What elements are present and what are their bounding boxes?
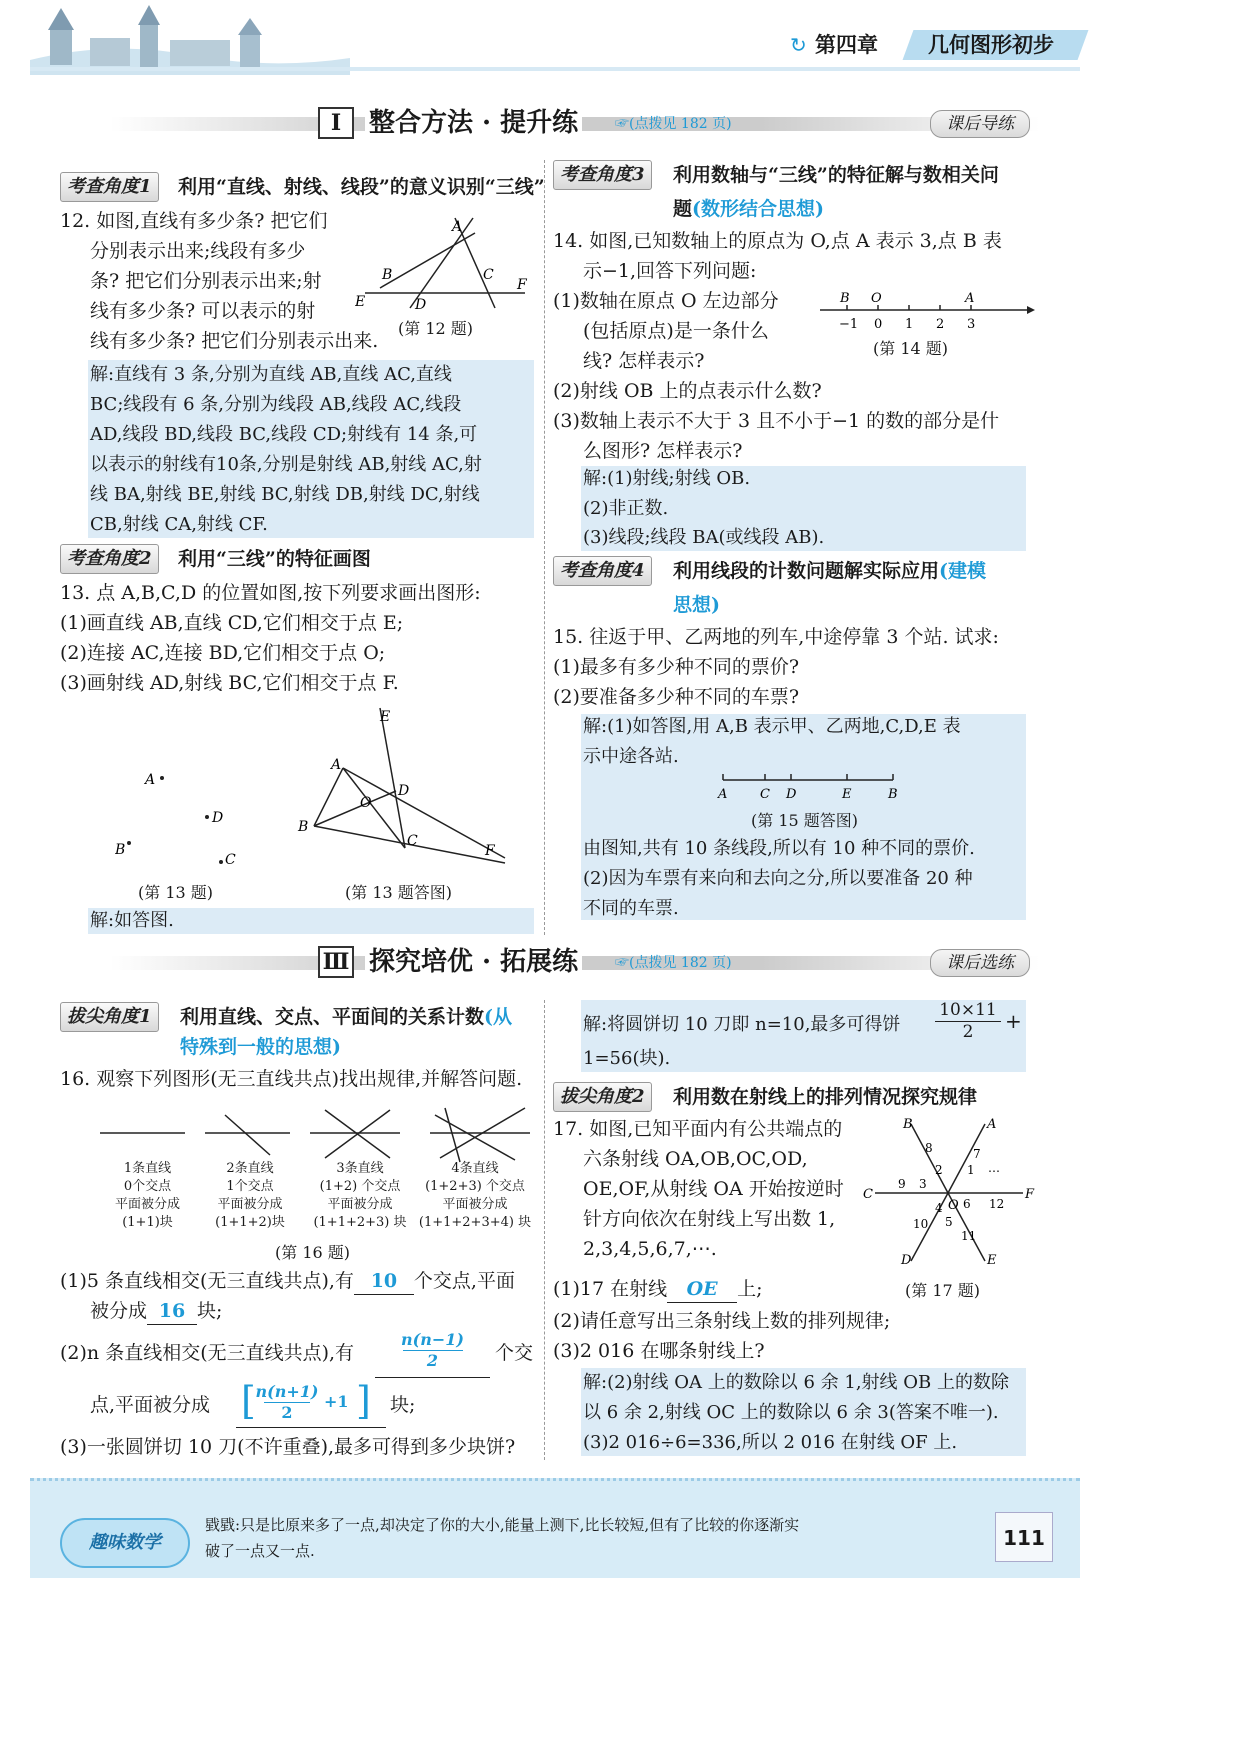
- svg-text:10: 10: [913, 1217, 929, 1231]
- svg-text:D: D: [398, 783, 410, 799]
- svg-text:F: F: [485, 843, 495, 859]
- svg-text:B: B: [382, 267, 393, 283]
- svg-text:F: F: [1025, 1187, 1035, 1202]
- q14-solution-3: (3)线段;线段 BA(或线段 AB).: [583, 527, 825, 548]
- svg-text:B: B: [903, 1117, 913, 1132]
- fun-math-badge-label: 趣味数学: [89, 1532, 161, 1553]
- figure-16-label: 平面被分成: [442, 1197, 508, 1212]
- exam-angle-4-text: [673, 558, 986, 584]
- exam-angle-tag-1: 考查角度1: [60, 172, 159, 202]
- q17-solution-3: (3)2 016÷6=336,所以 2 016 在射线 OF 上.: [583, 1432, 958, 1453]
- q16-p2-answer-2: [ n(n+1) 2 +1 ]: [236, 1378, 386, 1428]
- q15-line-3: (2)要准备多少种不同的车票?: [553, 686, 800, 708]
- svg-text:A: A: [452, 219, 463, 235]
- section-bar-1: [110, 105, 1040, 143]
- q12-solution-5: 线 BA,射线 BE,射线 BC,射线 DB,射线 DC,射线: [90, 484, 480, 505]
- svg-text:6: 6: [963, 1197, 971, 1211]
- exam-angle-3-text-2: [673, 196, 824, 222]
- q14-line-1: 14. 如图,已知数轴上的原点为 O,点 A 表示 3,点 B 表: [553, 230, 1002, 252]
- q15-line-1: 15. 往返于甲、乙两地的列车,中途停靠 3 个站. 试求:: [553, 626, 999, 648]
- svg-text:C: C: [483, 267, 494, 283]
- footer-quote-1: 戥戥:只是比原来多了一点,却决定了你的大小,能量上测下,比长较短,但有了比较的你逐渐实: [205, 1516, 800, 1534]
- q13-caption: (第 13 题): [138, 883, 214, 902]
- q17-solution-2: 以 6 余 2,射线 OC 上的数除以 6 余 3(答案不唯一).: [583, 1402, 999, 1423]
- figure-16-label: 2条直线: [226, 1161, 274, 1176]
- svg-text:E: E: [987, 1253, 997, 1266]
- figure-16-label: 1条直线: [123, 1161, 172, 1176]
- number-line-label: 2: [936, 317, 945, 332]
- figure-16-label: (1+1+2+3) 块: [313, 1215, 407, 1230]
- section-side-label: 课后选练: [930, 949, 1030, 977]
- exam-angle-3-cont: 题: [673, 198, 693, 220]
- q14-line-5: 线? 怎样表示?: [583, 350, 705, 372]
- svg-text:9: 9: [898, 1177, 906, 1191]
- figure-16-label-group: [90, 1160, 205, 1232]
- figure-16-label: 平面被分成: [327, 1197, 393, 1212]
- svg-text:3: 3: [919, 1177, 927, 1191]
- q12-solution-1: 解:直线有 3 条,分别为直线 AB,直线 AC,直线: [90, 364, 452, 385]
- fraction-plus: +: [1005, 1009, 1022, 1033]
- fun-math-badge: [60, 1518, 190, 1568]
- footer: [30, 1478, 1080, 1598]
- figure-16-label: (1+2) 个交点: [319, 1179, 401, 1194]
- q16-p2-answer-1: n(n−1) 2: [375, 1330, 490, 1378]
- q12-solution-6: CB,射线 CA,射线 CF.: [90, 514, 268, 535]
- q14-caption: (第 14 题): [873, 339, 949, 358]
- q12-line-3: 条? 把它们分别表示出来;射: [90, 270, 322, 292]
- castle-illustration: [30, 0, 350, 75]
- svg-text:B: B: [840, 291, 850, 306]
- q14-line-2: 示−1,回答下列问题:: [583, 260, 757, 282]
- exam-angle-1-text: 利用“直线、射线、线段”的意义识别“三线”: [178, 176, 545, 198]
- q14-solution-2: (2)非正数.: [583, 498, 669, 519]
- top-angle-1-topic: 利用直线、交点、平面间的关系计数: [180, 1006, 485, 1028]
- svg-text:A: A: [987, 1117, 997, 1132]
- svg-text:…: …: [988, 1161, 1000, 1175]
- svg-text:8: 8: [925, 1141, 933, 1155]
- svg-text:E: E: [355, 294, 366, 310]
- q12-line-1: 12. 如图,直线有多少条? 把它们: [60, 210, 328, 232]
- number-line-label: 3: [967, 317, 976, 332]
- exam-angle-tag-2: 考查角度2: [60, 544, 159, 574]
- figure-12: [355, 213, 530, 323]
- footer-quote-2: 破了一点又一点.: [205, 1542, 315, 1560]
- exam-angle-4-topic: 利用线段的计数问题解实际应用: [673, 560, 940, 582]
- q16-p2-text-b: 个交: [495, 1342, 534, 1364]
- q12-solution-3: AD,线段 BD,线段 BC,线段 CD;射线有 14 条,可: [90, 424, 478, 445]
- top-angle-1-method-2: 特殊到一般的思想): [180, 1036, 341, 1058]
- svg-text:C: C: [225, 852, 236, 868]
- q13-solution: 解:如答图.: [90, 910, 174, 931]
- q13-line-1: 13. 点 A,B,C,D 的位置如图,按下列要求画出图形:: [60, 582, 481, 604]
- q16-p1-answer-1-value: 10: [370, 1270, 398, 1292]
- q16-caption: (第 16 题): [275, 1243, 351, 1262]
- top-angle-2-text: 利用数在射线上的排列情况探究规律: [673, 1086, 978, 1108]
- q13-answer-caption: (第 13 题答图): [345, 883, 453, 902]
- svg-text:D: D: [901, 1253, 912, 1266]
- svg-text:B: B: [888, 787, 898, 802]
- right-column-3: [553, 1000, 1033, 1460]
- figure-16-label: 平面被分成: [217, 1197, 283, 1212]
- figure-14-number-line: [815, 288, 1035, 333]
- svg-text:C: C: [407, 833, 418, 849]
- q16-part-2: (2)n 条直线相交(无三直线共点),有: [60, 1342, 355, 1364]
- figure-16-label: (1+1+2)块: [215, 1215, 285, 1230]
- q14-line-6: (2)射线 OB 上的点表示什么数?: [553, 380, 822, 402]
- q13-line-3: (2)连接 AC,连接 BD,它们相交于点 O;: [60, 642, 386, 664]
- q17-line-4: 针方向依次在射线上写出数 1,: [583, 1208, 836, 1230]
- q15-solution-4: (2)因为车票有来向和去向之分,所以要准备 20 种: [583, 868, 973, 889]
- svg-text:D: D: [212, 810, 224, 826]
- svg-text:D: D: [415, 297, 427, 313]
- section-number: Ⅰ: [318, 107, 354, 139]
- q17-line-2: 六条射线 OA,OB,OC,OD,: [583, 1148, 808, 1170]
- figure-16-label: 0个交点: [123, 1179, 172, 1194]
- top-angle-tag-2: 拔尖角度2: [553, 1082, 652, 1112]
- section-bar-3: [110, 944, 1040, 982]
- exam-angle-3-text: 利用数轴与“三线”的特征解与数相关问: [673, 164, 999, 186]
- svg-text:5: 5: [945, 1215, 953, 1229]
- q17-part-3: (3)2 016 在哪条射线上?: [553, 1340, 765, 1362]
- svg-text:O: O: [871, 291, 882, 306]
- exam-angle-4-method-2: 思想): [673, 594, 720, 616]
- figure-15-segment: [713, 770, 903, 810]
- svg-text:4: 4: [935, 1201, 943, 1215]
- q15-caption: (第 15 题答图): [751, 811, 859, 830]
- q13-line-2: (1)画直线 AB,直线 CD,它们相交于点 E;: [60, 612, 404, 634]
- svg-text:7: 7: [973, 1147, 981, 1161]
- section-number: Ⅲ: [318, 946, 354, 978]
- figure-13-answer: [295, 703, 525, 878]
- q16-p1-answer-2-value: 16: [158, 1300, 186, 1322]
- q17-p1-answer: [667, 1276, 737, 1303]
- q17-p1-text-b: 上;: [737, 1278, 763, 1300]
- q12-caption: (第 12 题): [398, 319, 474, 338]
- svg-text:11: 11: [961, 1229, 977, 1243]
- fraction-numerator: 10×11: [939, 1000, 997, 1020]
- svg-text:A: A: [145, 772, 156, 788]
- q17-p1-answer-value: OE: [686, 1278, 718, 1300]
- q14-line-4: (包括原点)是一条什么: [583, 320, 769, 342]
- q14-line-7: (3)数轴上表示不大于 3 且不小于−1 的数的部分是什: [553, 410, 1000, 432]
- left-column-3: [60, 1000, 540, 1460]
- svg-text:A: A: [718, 787, 728, 802]
- q17-solution-1: 解:(2)射线 OA 上的数除以 6 余 1,射线 OB 上的数除: [583, 1372, 1009, 1393]
- svg-text:2: 2: [935, 1163, 943, 1177]
- figure-16: [100, 1100, 555, 1165]
- figure-16-labels: [90, 1160, 550, 1240]
- q16-p2-text-c: 点,平面被分成: [90, 1394, 211, 1416]
- q16-part-1: [60, 1268, 515, 1295]
- q15-solution-2: 示中途各站.: [583, 746, 679, 767]
- chapter-number: 第四章: [815, 33, 878, 57]
- q16-part-1-cont: [90, 1298, 222, 1325]
- q12-solution-4: 以表示的射线有10条,分别是射线 AB,射线 AC,射: [90, 454, 482, 475]
- svg-text:1: 1: [967, 1163, 975, 1177]
- section-ref: ☞(点拨见 182 页): [615, 955, 732, 971]
- q16-p1-text-c: 被分成: [90, 1300, 148, 1322]
- q12-line-2: 分别表示出来;线段有多少: [90, 240, 306, 262]
- q12-line-5: 线有多少条? 把它们分别表示出来.: [90, 330, 379, 352]
- chapter-badge: ↻ 第四章 几何图形初步: [790, 28, 1080, 62]
- exam-angle-4-method: (建模: [939, 560, 987, 582]
- right-column-1: [553, 158, 1033, 933]
- header: [30, 0, 1080, 80]
- figure-17: [863, 1116, 1043, 1266]
- q15-solution-5: 不同的车票.: [583, 898, 679, 919]
- svg-text:B: B: [115, 842, 126, 858]
- q16-p2-text-d: 块;: [390, 1394, 416, 1416]
- q16-p1-answer-1: [354, 1268, 414, 1295]
- q12-line-4: 线有多少条? 可以表示的射: [90, 300, 316, 322]
- q16-solution-fraction: [933, 1000, 1023, 1044]
- fraction-denominator: 2: [962, 1022, 974, 1042]
- left-column-1: [60, 168, 545, 938]
- svg-text:C: C: [863, 1187, 873, 1202]
- figure-16-label: (1+2+3) 个交点: [425, 1179, 525, 1194]
- section-side-label: 课后导练: [930, 110, 1030, 138]
- q15-solution-3: 由图知,共有 10 条线段,所以有 10 种不同的票价.: [583, 838, 975, 859]
- page-number: 111: [995, 1512, 1053, 1562]
- figure-13-points: [115, 768, 275, 888]
- q17-part-1: [553, 1276, 763, 1303]
- q17-line-1: 17. 如图,已知平面内有公共端点的: [553, 1118, 843, 1140]
- q17-line-5: 2,3,4,5,6,7,⋯.: [583, 1238, 717, 1260]
- svg-text:E: E: [842, 787, 852, 802]
- q14-line-8: 么图形? 怎样表示?: [583, 440, 743, 462]
- q16-p1-answer-2: [147, 1298, 197, 1325]
- column-divider-1: [544, 160, 545, 935]
- q17-p1-text-a: (1)17 在射线: [553, 1278, 668, 1300]
- section-title: 整合方法 · 提升练: [365, 105, 582, 141]
- q16-p1-text-d: 块;: [197, 1300, 223, 1322]
- q13-line-4: (3)画射线 AD,射线 BC,它们相交于点 F.: [60, 672, 399, 694]
- figure-16-label: 4条直线: [451, 1161, 499, 1176]
- exam-angle-tag-4: 考查角度4: [553, 556, 652, 586]
- q16-stem: 16. 观察下列图形(无三直线共点)找出规律,并解答问题.: [60, 1068, 523, 1090]
- q14-solution-1: 解:(1)射线;射线 OB.: [583, 468, 751, 489]
- svg-text:A: A: [965, 291, 975, 306]
- number-line-label: −1: [839, 317, 859, 332]
- svg-text:B: B: [298, 819, 309, 835]
- exam-angle-tag-3: 考查角度3: [553, 160, 652, 190]
- q16-solution-2: 1=56(块).: [583, 1048, 671, 1069]
- figure-16-label: (1+1)块: [122, 1215, 173, 1230]
- q16-p1-text-a: (1)5 条直线相交(无三直线共点),有: [60, 1270, 354, 1292]
- top-angle-tag-1: 拔尖角度1: [60, 1002, 159, 1032]
- number-line-label: 1: [905, 317, 914, 332]
- q12-solution-2: BC;线段有 6 条,分别为线段 AB,线段 AC,线段: [90, 394, 462, 415]
- q15-solution-1: 解:(1)如答图,用 A,B 表示甲、乙两地,C,D,E 表: [583, 716, 961, 737]
- svg-text:C: C: [760, 787, 770, 802]
- q16-part-3: (3)一张圆饼切 10 刀(不许重叠),最多可得到多少块饼?: [60, 1436, 516, 1458]
- exam-angle-2-text: 利用“三线”的特征画图: [178, 548, 371, 570]
- svg-text:A: A: [331, 757, 342, 773]
- svg-text:12: 12: [989, 1197, 1005, 1211]
- q17-line-3: OE,OF,从射线 OA 开始按逆时: [583, 1178, 844, 1200]
- top-angle-1-text: [180, 1004, 512, 1030]
- figure-16-label-group: [400, 1160, 550, 1232]
- exam-angle-3-method: (数形结合思想): [692, 198, 824, 220]
- q15-line-2: (1)最多有多少种不同的票价?: [553, 656, 800, 678]
- q16-p1-text-b: 个交点,平面: [413, 1270, 515, 1292]
- q14-line-3: (1)数轴在原点 O 左边部分: [553, 290, 779, 312]
- figure-16-label: 3条直线: [336, 1161, 384, 1176]
- section-ref: ☞(点拨见 182 页): [615, 116, 732, 132]
- q17-caption: (第 17 题): [905, 1281, 981, 1300]
- svg-text:O: O: [948, 1198, 959, 1213]
- svg-text:O: O: [360, 795, 372, 811]
- section-title: 探究培优 · 拓展练: [365, 944, 582, 980]
- chapter-title: 几何图形初步: [928, 33, 1054, 57]
- svg-text:E: E: [380, 709, 391, 725]
- column-divider-3: [544, 1000, 545, 1460]
- top-angle-1-method: (从: [484, 1006, 513, 1028]
- q16-solution-1: 解:将圆饼切 10 刀即 n=10,最多可得饼: [583, 1014, 901, 1035]
- svg-text:F: F: [517, 277, 527, 293]
- number-line-label: 0: [874, 317, 883, 332]
- figure-16-label: 1个交点: [226, 1179, 274, 1194]
- svg-text:D: D: [786, 787, 797, 802]
- q17-part-2: (2)请任意写出三条射线上数的排列规律;: [553, 1310, 891, 1332]
- figure-16-label: (1+1+2+3+4) 块: [418, 1215, 532, 1230]
- figure-16-label: 平面被分成: [114, 1197, 180, 1212]
